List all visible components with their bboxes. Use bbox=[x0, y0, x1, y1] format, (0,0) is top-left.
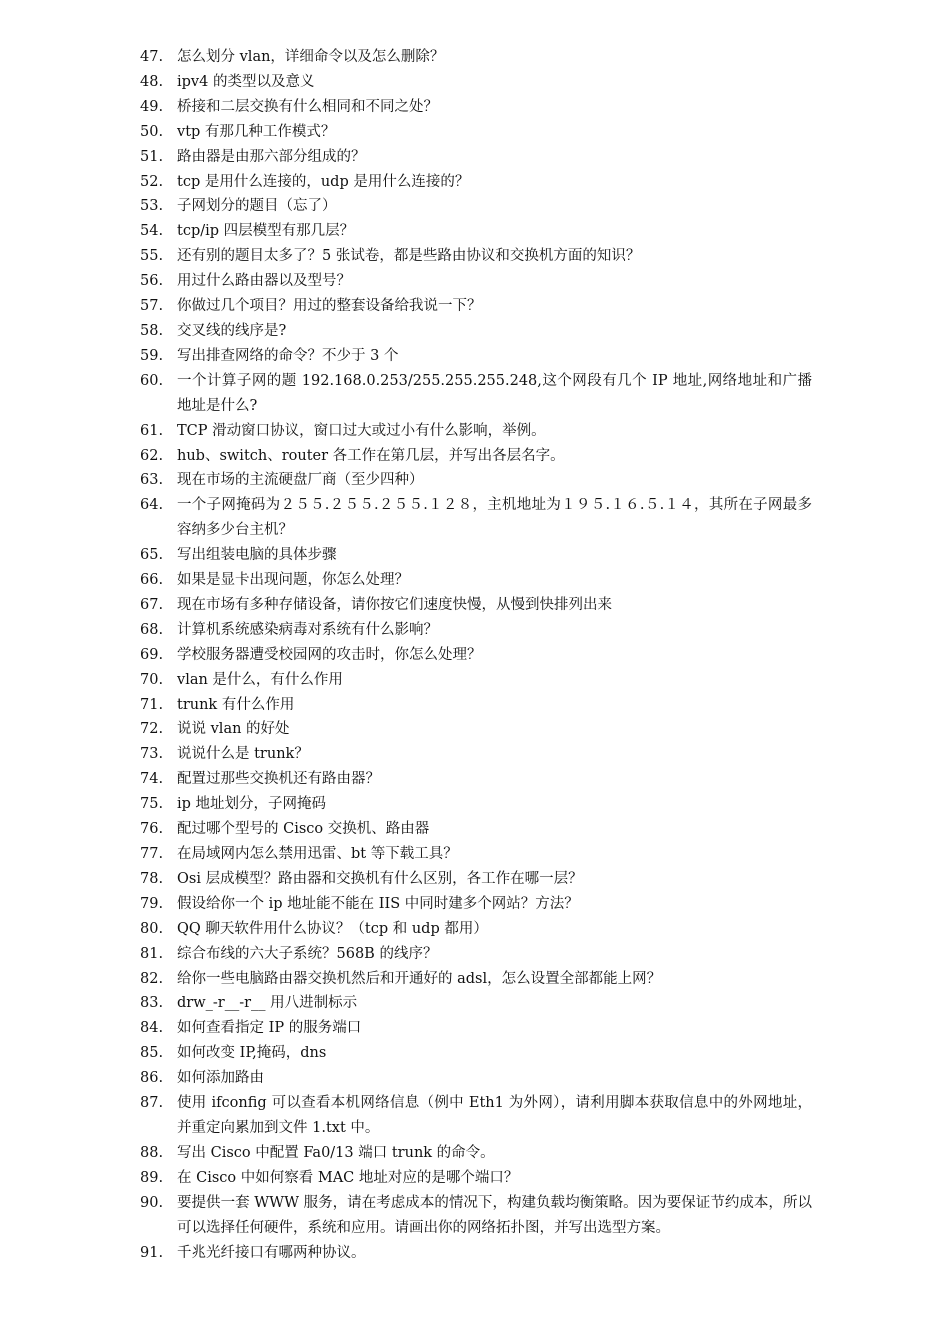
question-item bbox=[140, 369, 812, 419]
question-item bbox=[140, 444, 812, 469]
question-number: 73. bbox=[140, 746, 164, 763]
question-item bbox=[140, 892, 812, 917]
question-item bbox=[140, 668, 812, 693]
question-text: 在 Cisco 中如何察看 MAC 地址对应的是哪个端口？ bbox=[177, 1169, 519, 1186]
question-text: 如何改变 IP,掩码，dns bbox=[177, 1045, 327, 1062]
question-text: 桥接和二层交换有什么相同和不同之处？ bbox=[177, 98, 438, 115]
question-item bbox=[140, 244, 812, 269]
question-text: 怎么划分 vlan，详细命令以及怎么删除？ bbox=[177, 49, 445, 65]
question-text: 如果是显卡出现问题，你怎么处理？ bbox=[177, 572, 409, 589]
question-text: 路由器是由那六部分组成的？ bbox=[177, 148, 366, 165]
question-number: 70. bbox=[140, 671, 164, 688]
question-item bbox=[140, 1141, 812, 1166]
question-number: 49. bbox=[140, 98, 164, 115]
question-item bbox=[140, 643, 812, 668]
question-text: 给你一些电脑路由器交换机然后和开通好的 adsl，怎么设置全部都能上网？ bbox=[177, 970, 662, 987]
question-item bbox=[140, 1091, 812, 1141]
question-item bbox=[140, 693, 812, 718]
question-number: 89. bbox=[140, 1169, 164, 1186]
question-number: 88. bbox=[140, 1144, 164, 1161]
question-number: 63. bbox=[140, 472, 164, 489]
question-number: 91. bbox=[140, 1244, 164, 1261]
question-item bbox=[140, 1166, 812, 1191]
question-text: 千兆光纤接口有哪两种协议。 bbox=[177, 1244, 366, 1261]
question-text: 子网划分的题目（忘了） bbox=[177, 198, 337, 215]
question-text: hub、switch、router 各工作在第几层，并写出各层名字。 bbox=[177, 447, 565, 464]
question-number: 67. bbox=[140, 596, 164, 613]
question-number: 48. bbox=[140, 73, 164, 90]
question-text: vlan 是什么，有什么作用 bbox=[177, 671, 343, 688]
question-text: Osi 层成模型？路由器和交换机有什么区别，各工作在哪一层？ bbox=[177, 870, 583, 887]
question-number: 87. bbox=[140, 1095, 164, 1112]
question-item bbox=[140, 419, 812, 444]
question-text: drw_-r__-r__ 用八进制标示 bbox=[177, 995, 358, 1012]
question-item bbox=[140, 867, 812, 892]
question-text: 如何查看指定 IP 的服务端口 bbox=[177, 1020, 362, 1037]
question-text: 使用 ifconfig 可以查看本机网络信息（例中 Eth1 为外网），请利用脚本获取信息中的外网地址，并重定向累加到文件 1.txt 中。 bbox=[177, 1095, 812, 1136]
question-number: 64. bbox=[140, 497, 164, 514]
question-number: 62. bbox=[140, 447, 164, 464]
question-number: 57. bbox=[140, 298, 164, 315]
question-number: 69. bbox=[140, 646, 164, 663]
question-number: 79. bbox=[140, 895, 164, 912]
question-text: TCP 滑动窗口协议，窗口过大或过小有什么影响，举例。 bbox=[177, 422, 546, 439]
question-item bbox=[140, 742, 812, 767]
question-item bbox=[140, 95, 812, 120]
question-item bbox=[140, 120, 812, 145]
question-text: 写出 Cisco 中配置 Fa0/13 端口 trunk 的命令。 bbox=[177, 1144, 495, 1161]
question-item bbox=[140, 269, 812, 294]
question-text: 你做过几个项目？用过的整套设备给我说一下？ bbox=[177, 298, 482, 315]
question-number: 78. bbox=[140, 870, 164, 887]
question-text: QQ 聊天软件用什么协议？（tcp 和 udp 都用） bbox=[177, 920, 488, 937]
question-item bbox=[140, 319, 812, 344]
question-text: trunk 有什么作用 bbox=[177, 696, 295, 713]
question-item bbox=[140, 568, 812, 593]
question-item bbox=[140, 70, 812, 95]
question-text: tcp/ip 四层模型有那几层？ bbox=[177, 223, 355, 240]
question-number: 56. bbox=[140, 273, 164, 290]
question-item bbox=[140, 991, 812, 1016]
question-number: 51. bbox=[140, 148, 164, 165]
question-text: 现在市场的主流硬盘厂商（至少四种） bbox=[177, 472, 424, 489]
question-number: 52. bbox=[140, 173, 164, 190]
question-number: 66. bbox=[140, 572, 164, 589]
question-list bbox=[140, 45, 812, 1265]
question-item bbox=[140, 1041, 812, 1066]
question-text: 写出组装电脑的具体步骤 bbox=[177, 547, 337, 564]
question-number: 74. bbox=[140, 771, 164, 788]
question-item bbox=[140, 194, 812, 219]
question-item bbox=[140, 145, 812, 170]
question-text: 配置过那些交换机还有路由器？ bbox=[177, 771, 380, 788]
question-number: 84. bbox=[140, 1020, 164, 1037]
question-item bbox=[140, 618, 812, 643]
question-number: 75. bbox=[140, 796, 164, 813]
question-item bbox=[140, 593, 812, 618]
question-text: 计算机系统感染病毒对系统有什么影响？ bbox=[177, 621, 438, 638]
question-item bbox=[140, 170, 812, 195]
question-text: 学校服务器遭受校园网的攻击时，你怎么处理？ bbox=[177, 646, 482, 663]
question-text: vtp 有那几种工作模式？ bbox=[177, 123, 336, 140]
question-number: 83. bbox=[140, 995, 164, 1012]
question-text: 配过哪个型号的 Cisco 交换机、路由器 bbox=[177, 821, 430, 838]
question-number: 72. bbox=[140, 721, 164, 738]
question-number: 65. bbox=[140, 547, 164, 564]
question-number: 55. bbox=[140, 248, 164, 265]
question-text: 现在市场有多种存储设备，请你按它们速度快慢，从慢到快排列出来 bbox=[177, 596, 612, 613]
question-number: 77. bbox=[140, 846, 164, 862]
question-item bbox=[140, 344, 812, 369]
question-text: 还有别的题目太多了？5 张试卷，都是些路由协议和交换机方面的知识？ bbox=[177, 248, 641, 265]
question-text: 写出排查网络的命令？不少于 3 个 bbox=[177, 347, 399, 364]
question-text: tcp 是用什么连接的，udp 是用什么连接的？ bbox=[177, 173, 470, 190]
question-item bbox=[140, 1241, 812, 1266]
question-number: 53. bbox=[140, 198, 164, 215]
question-item bbox=[140, 1016, 812, 1041]
question-item bbox=[140, 817, 812, 842]
question-number: 59. bbox=[140, 347, 164, 364]
question-number: 82. bbox=[140, 970, 164, 987]
question-text: 要提供一套 WWW 服务，请在考虑成本的情况下，构建负载均衡策略。因为要保证节约成本，所以可以选择任何硬件，系统和应用。请画出你的网络拓扑图，并写出选型方案。 bbox=[177, 1194, 812, 1236]
question-item bbox=[140, 1066, 812, 1091]
question-item bbox=[140, 717, 812, 742]
question-text: 综合布线的六大子系统？568B 的线序？ bbox=[177, 945, 438, 962]
question-text: 一个计算子网的题 192.168.0.253/255.255.255.248,这个网段有几个 IP 地址,网络地址和广播地址是什么? bbox=[177, 372, 812, 414]
question-item bbox=[140, 917, 812, 942]
question-item bbox=[140, 468, 812, 493]
question-text: 交叉线的线序是? bbox=[177, 322, 287, 339]
question-text: 假设给你一个 ip 地址能不能在 IIS 中同时建多个网站？方法？ bbox=[177, 895, 579, 912]
question-number: 76. bbox=[140, 821, 164, 838]
question-number: 60. bbox=[140, 372, 164, 389]
question-number: 85. bbox=[140, 1045, 164, 1062]
question-text: 说说 vlan 的好处 bbox=[177, 721, 290, 738]
question-text: 一个子网掩码为２５５.２５５.２５５.１２８，主机地址为１９５.１６.５.１４，其所在子网最多容纳多少台主机？ bbox=[177, 497, 812, 539]
question-item bbox=[140, 767, 812, 792]
question-item bbox=[140, 1191, 812, 1241]
question-number: 86. bbox=[140, 1070, 164, 1087]
question-item bbox=[140, 967, 812, 992]
question-item bbox=[140, 792, 812, 817]
question-number: 47. bbox=[140, 49, 164, 65]
question-number: 61. bbox=[140, 422, 164, 439]
question-item bbox=[140, 942, 812, 967]
question-number: 90. bbox=[140, 1194, 164, 1211]
question-text: 用过什么路由器以及型号？ bbox=[177, 273, 351, 290]
question-number: 80. bbox=[140, 920, 164, 937]
question-number: 68. bbox=[140, 621, 164, 638]
question-number: 58. bbox=[140, 322, 164, 339]
question-item bbox=[140, 219, 812, 244]
question-item bbox=[140, 294, 812, 319]
question-number: 50. bbox=[140, 123, 164, 140]
question-number: 71. bbox=[140, 696, 164, 713]
question-number: 81. bbox=[140, 945, 164, 962]
question-item bbox=[140, 842, 812, 867]
question-number: 54. bbox=[140, 223, 164, 240]
question-item bbox=[140, 45, 812, 70]
question-text: 在局域网内怎么禁用迅雷、bt 等下载工具？ bbox=[177, 846, 458, 862]
question-item bbox=[140, 493, 812, 543]
question-text: ipv4 的类型以及意义 bbox=[177, 73, 315, 90]
question-item bbox=[140, 543, 812, 568]
question-text: 如何添加路由 bbox=[177, 1070, 264, 1087]
question-text: 说说什么是 trunk？ bbox=[177, 746, 309, 763]
question-text: ip 地址划分，子网掩码 bbox=[177, 796, 327, 813]
